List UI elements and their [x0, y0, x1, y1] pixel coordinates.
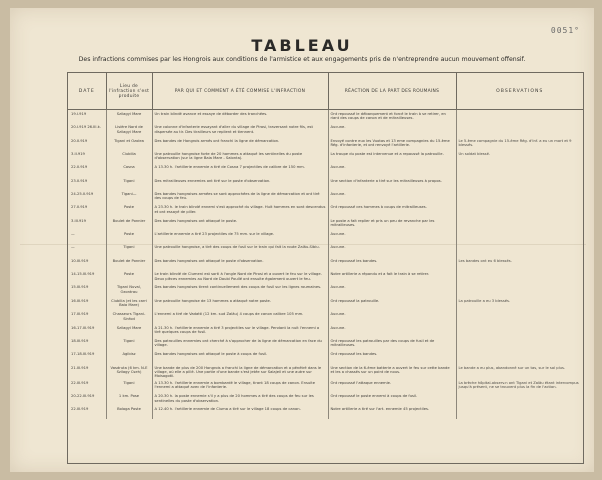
cell-reaction: Ont repoussé les patrouilles par des coups de fusil et de mitrailleuses.: [328, 337, 456, 350]
cell-observations: [456, 230, 583, 243]
cell-place: Cosna: [106, 163, 152, 176]
table-row: [68, 324, 583, 337]
cell-observations: Le bande a eu plus, abandonné sur un tas, sur le sol plus.: [458, 365, 566, 370]
header-observations: OBSERVATIONS: [456, 73, 583, 110]
cell-place: Boulet de Ponnier: [106, 217, 152, 230]
cell-reaction: La troupe du poste est intervenue et a repoussé la patrouille.: [328, 150, 456, 163]
cell-observations: [456, 310, 583, 323]
cell-observations: [456, 203, 583, 216]
cell-date: 22.III.919: [68, 405, 106, 418]
table-row: [68, 350, 583, 363]
cell-place: Tigani: [106, 379, 152, 392]
cell-reaction: Une section de la 6-ème batterie a ouvert le feu sur cette bande et les a chassés sur un point de nous.: [328, 364, 456, 379]
cell-infraction: Une patrouille hongroise de 13 hommes a attaqué notre poste.: [152, 297, 328, 310]
cell-infraction: L'ennemi a tiré de Vadatti (12 km. sud Zalău) 4 coups de canon calibre 105 mm.: [152, 310, 328, 323]
cell-place: Tigani—: [106, 190, 152, 203]
cell-place: Ciubilia: [106, 150, 152, 163]
cell-place: Szilagyi Mare: [106, 110, 152, 124]
cell-place: Chasseurs Tigani-Sinfod: [106, 310, 152, 323]
infractions-table: [67, 72, 584, 464]
cell-date: —: [68, 230, 106, 243]
table-row: [68, 243, 583, 256]
cell-observations: Un soldat blessé.: [458, 152, 491, 157]
cell-observations: La patrouille a eu 3 blessés.: [458, 298, 511, 303]
cell-infraction: Des bandes hongroises ont attaqué le poste.: [152, 217, 328, 230]
cell-infraction: Un train blindé avance et essaye de déborder des tranchées.: [152, 110, 328, 124]
cell-place: 1 km. Pose: [106, 392, 152, 405]
cell-infraction: Des bandes hongroises armées se sont approchées de la ligne de démarcation et ont tiré des coups de feu.: [152, 190, 328, 203]
header-infraction: PAR QUI ET COMMENT A ÉTÉ COMMISE L'INFRACTION: [152, 73, 328, 110]
cell-place: Agibisz: [106, 350, 152, 363]
cell-observations: [456, 217, 583, 230]
cell-infraction: Des patrouilles ennemies ont cherché à s'approcher de la ligne de démarcation en face du village.: [152, 337, 328, 350]
cell-observations: [456, 190, 583, 203]
header-place: Lieu de l'infraction s'est produite: [106, 73, 152, 110]
cell-date: 22.II.919: [68, 163, 106, 176]
cell-reaction: Ont repoussé le débarquement et forcé le train à se retirer, en riant des coups de canon et de mitrailleuses.: [328, 110, 456, 124]
cell-date: 10.III.919: [68, 257, 106, 270]
cell-reaction: Aucune.: [328, 230, 456, 243]
cell-place: Bologa Poste: [106, 405, 152, 418]
cell-reaction: Aucune.: [328, 190, 456, 203]
cell-infraction: A 13.30 h. l'artillerie ennemie a bombardé le village, tirant 18 coups de canon. Ensuite l'ennemi a attaqué avec de l'infanterie.: [152, 379, 328, 392]
cell-date: 14-15.III.919: [68, 270, 106, 283]
header-reaction: RÉACTION DE LA PART DES ROUMAINS: [328, 73, 456, 110]
cell-place: Poste: [106, 230, 152, 243]
cell-reaction: Envoyé contre eux les Vuotas et 13 eme compagnies du 15-ème Rég. d'infanterie, et ont renvoyé l'artillerie.: [328, 137, 456, 150]
header-date: DATE: [68, 73, 106, 110]
table-body: [68, 110, 583, 419]
cell-date: 21.III.919: [68, 364, 106, 379]
cell-date: 3.II.919: [68, 150, 106, 163]
cell-observations: [456, 177, 583, 190]
cell-date: 27.II.919: [68, 203, 106, 216]
cell-place: Ciubilia (et les carri Baia Mare): [106, 297, 152, 310]
cell-observations: [456, 337, 583, 350]
cell-date: 23.II.919: [68, 177, 106, 190]
cell-date: 17-18.III.919: [68, 350, 106, 363]
cell-date: 24-25.II.919: [68, 190, 106, 203]
cell-observations: [456, 324, 583, 337]
cell-reaction: Notre artillerie a répondu et a fait le train à se retirer.: [328, 270, 456, 283]
table-header-row: [68, 73, 583, 110]
cell-date: 20.I.919 26.III.k.: [68, 123, 106, 136]
cell-observations: [456, 163, 583, 176]
table-row: [68, 230, 583, 243]
cell-place: Tigani: [106, 177, 152, 190]
cell-observations: Le 5-ème compagnie du 15-ème Rég. d'Inf. a eu un mort et 9 blessés.: [458, 138, 572, 148]
cell-reaction: Ont repoussé le poste ennemi à coups de fusil.: [328, 392, 456, 405]
cell-observations: La brèche hôpital-observ.n ont Tigani et Zalău étant intercompus jusqu'à présent, ne se trouvent plus la fin de l'action.: [458, 380, 579, 390]
cell-observations: [456, 392, 583, 405]
cell-place: Poste: [106, 203, 152, 216]
table-row: [68, 270, 583, 283]
cell-place: Boulet de Ponnier: [106, 257, 152, 270]
table-row: [68, 337, 583, 350]
cell-reaction: Ont repoussé les bandes.: [328, 350, 456, 363]
table-row: [68, 123, 583, 136]
cell-reaction: Aucune.: [328, 243, 456, 256]
cell-infraction: A 13.30 h. l'artillerie ennemie a tiré de Cosna 7 projectiles de calibre de 150 mm.: [152, 163, 328, 176]
cell-observations: [456, 110, 583, 124]
table-row: [68, 217, 583, 230]
cell-place: Tigani: [106, 337, 152, 350]
cell-reaction: Ont repoussé l'attaque ennemie.: [328, 379, 456, 392]
cell-date: —: [68, 243, 106, 256]
cell-place: Szilagyi Mare: [106, 324, 152, 337]
cell-infraction: A 12.40 h. l'artillerie ennemie de Ciuma a tiré sur le village 18 coups de canon.: [152, 405, 328, 418]
cell-infraction: Le train blindé de Ciumeni est sorti à l'angle Nord de Pirosi et a ouvert le feu sur le village. Deux pièces ennemies au Nord de Doubi Poullé ont ensuite également ouvert le feu.: [152, 270, 328, 283]
cell-reaction: Ont repoussé ces hommes à coups de mitrailleuses.: [328, 203, 456, 216]
cell-reaction: Notre artillerie a tiré sur l'art. ennemie 45 projectiles.: [328, 405, 456, 418]
cell-infraction: Une colonne d'infanterie essayant d'aller du village de Pirosi, traversant notre fils, est dispersée au tir. Des tirailleurs se replient et tiennent.: [152, 123, 328, 136]
cell-infraction: L'artillerie ennemie a tiré 23 projectiles de 75 mm. sur le village.: [152, 230, 328, 243]
cell-reaction: Aucune.: [328, 163, 456, 176]
cell-infraction: A 23.30 h. le train blindé ennemi s'est approché du village. Huit hommes en sont descendus et ont essayé de piller.: [152, 203, 328, 216]
cell-place: Tigani Nuval, Ozontrau: [106, 283, 152, 296]
cell-place: Lisière Nord de Szilagyi Mare: [106, 123, 152, 136]
table-row: [68, 364, 583, 379]
document-sheet: [10, 8, 594, 472]
cell-place: Vasdruta (6 km. N-E Szilagy Cseh): [106, 364, 152, 379]
table-row: [68, 379, 583, 392]
cell-reaction: Aucune.: [328, 123, 456, 136]
cell-infraction: Des bandes hongroises ont attaqué le poste d'observation.: [152, 257, 328, 270]
cell-date: 22.III.919: [68, 379, 106, 392]
cell-date: 3.III.919: [68, 217, 106, 230]
table-row: [68, 190, 583, 203]
cell-date: 18.III.919: [68, 337, 106, 350]
table-row: [68, 257, 583, 270]
page-subtitle: Des infractions commises par les Hongrois aux conditions de l'armistice et aux engagements pris de n'entreprendre aucun mouvement offensif.: [78, 56, 526, 63]
table-row: [68, 137, 583, 150]
table-row: [68, 283, 583, 296]
cell-date: 16-17.III.919: [68, 324, 106, 337]
cell-observations: [456, 270, 583, 283]
cell-infraction: Des bandes de Hongrois armés ont franchi la ligne de démarcation.: [152, 137, 328, 150]
cell-infraction: A 20.30 h. la poste ennemie s'il y a plus de 20 hommes a tiré des coups de feu sur les sentinelles du poste d'observation.: [152, 392, 328, 405]
cell-date: 17.III.919: [68, 310, 106, 323]
cell-observations: [456, 350, 583, 363]
cell-observations: [456, 123, 583, 136]
page-title: TABLEAU: [251, 36, 353, 55]
cell-date: 20.II.919: [68, 137, 106, 150]
cell-place: Poste: [106, 270, 152, 283]
cell-infraction: Des bandes hongroises tirent continuellement des coups de fusil sur les lignes roumaines.: [152, 283, 328, 296]
cell-date: 15.III.919: [68, 283, 106, 296]
table-row: [68, 177, 583, 190]
table-row: [68, 110, 583, 124]
cell-reaction: Ont repoussé la patrouille.: [328, 297, 456, 310]
cell-observations: Les bandes ont eu 6 blessés.: [458, 258, 512, 263]
cell-reaction: Ont repoussé les bandes.: [328, 257, 456, 270]
cell-reaction: Aucune.: [328, 283, 456, 296]
cell-observations: [456, 243, 583, 256]
table-row: [68, 297, 583, 310]
table-row: [68, 310, 583, 323]
cell-observations: [456, 283, 583, 296]
cell-infraction: Des bandes hongroises ont attaqué le poste à coups de fusil.: [152, 350, 328, 363]
cell-reaction: Aucune.: [328, 310, 456, 323]
cell-date: 16.III.919: [68, 297, 106, 310]
document-number: 0051°: [550, 26, 580, 35]
table-row: [68, 163, 583, 176]
cell-date: 19.I.919: [68, 110, 106, 124]
cell-reaction: Aucune.: [328, 324, 456, 337]
table-row: [68, 392, 583, 405]
table-row: [68, 203, 583, 216]
cell-place: Tigani et Ozolea: [106, 137, 152, 150]
cell-date: 20-22.III.919: [68, 392, 106, 405]
cell-infraction: A 21.30 h. l'artillerie ennemie a tiré 3 projectiles sur le village. Pendant la nuit l'ennemi a tiré quelques coups de fusil.: [152, 324, 328, 337]
cell-reaction: Une section d'infanterie a tiré sur les mitrailleuses à propos.: [328, 177, 456, 190]
cell-reaction: Le poste a fait replier et pris un peu de revanche par les mitrailleuses.: [328, 217, 456, 230]
table-row: [68, 150, 583, 163]
cell-infraction: Une patrouille hongroise, a tiré des coups de fusil sur le train qui fait la route Zalău-Sibiu.: [152, 243, 328, 256]
cell-infraction: Des mitrailleuses ennemies ont tiré sur le poste d'observation.: [152, 177, 328, 190]
cell-observations: [456, 405, 583, 418]
cell-infraction: Une bande de plus de 200 Hongrois a franchi la ligne de démarcation et a pénétré dans le village, où elle a pillé. Une partie d'une bande s'est jetée sur Salajeil et une autre sur Moisogotii.: [152, 364, 328, 379]
table-row: [68, 405, 583, 418]
cell-infraction: Une patrouille hongroise forte de 20 hommes a attaqué les sentinelles du poste d'observation (sur la ligne Baia Mare - Salonta).: [152, 150, 328, 163]
cell-place: Tigani: [106, 243, 152, 256]
